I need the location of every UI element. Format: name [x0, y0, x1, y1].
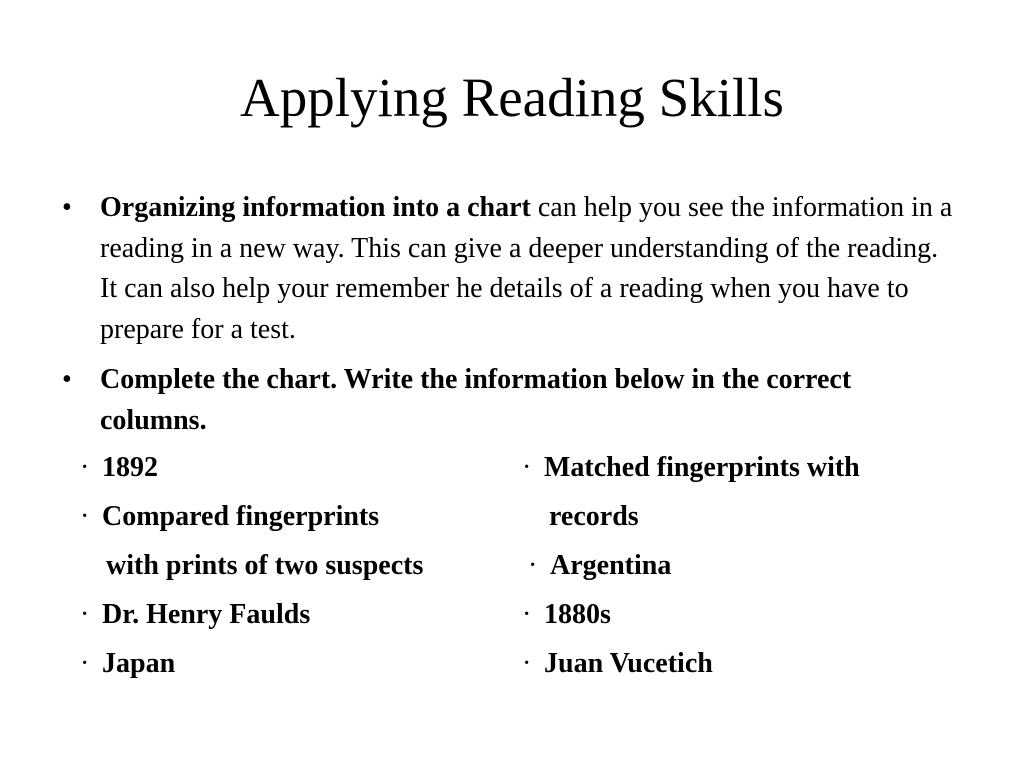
bullet-text: can help you see the information in a reading in a new way. This can give a deeper understanding of the reading. It can also help your remember he details of a reading when you have to prepare for a test. [100, 192, 953, 345]
item-marker-icon: · [80, 599, 90, 630]
bullet-dot-icon: • [62, 364, 72, 395]
info-item-text: Japan [102, 648, 176, 679]
info-item-text: Juan Vucetich [544, 648, 713, 679]
info-item [80, 497, 379, 537]
slide-title: Applying Reading Skills [240, 67, 784, 128]
info-item-text: records [549, 501, 639, 532]
info-item [522, 448, 860, 488]
bullet-item [62, 360, 962, 441]
info-item-text: 1892 [102, 452, 158, 483]
info-item-text: Matched fingerprints with [544, 452, 860, 483]
info-item-text: Argentina [550, 550, 672, 581]
bullet-list [62, 188, 962, 451]
info-item-text: Compared fingerprints [102, 501, 380, 532]
item-marker-icon: · [522, 648, 532, 679]
item-marker-icon: · [522, 452, 532, 483]
info-item [80, 595, 310, 635]
item-marker-icon: · [80, 501, 90, 532]
info-item [522, 595, 611, 635]
info-item-text: with prints of two suspects [106, 550, 424, 581]
info-item-text: Dr. Henry Faulds [102, 599, 311, 630]
info-item-continued [106, 546, 423, 586]
item-marker-icon: · [528, 550, 538, 581]
info-item-continued [549, 497, 639, 537]
info-item [80, 644, 175, 684]
info-item [80, 448, 158, 488]
bullet-dot-icon: • [62, 192, 72, 223]
item-marker-icon: · [522, 599, 532, 630]
item-marker-icon: · [80, 452, 90, 483]
info-item-text: 1880s [544, 599, 611, 630]
info-item [522, 644, 713, 684]
bullet-item [62, 188, 962, 350]
bullet-bold-text: Organizing information into a chart [100, 192, 531, 223]
item-marker-icon: · [80, 648, 90, 679]
bullet-bold-text: Complete the chart. Write the information below in the correct columns. [100, 364, 852, 436]
info-item [528, 546, 671, 586]
